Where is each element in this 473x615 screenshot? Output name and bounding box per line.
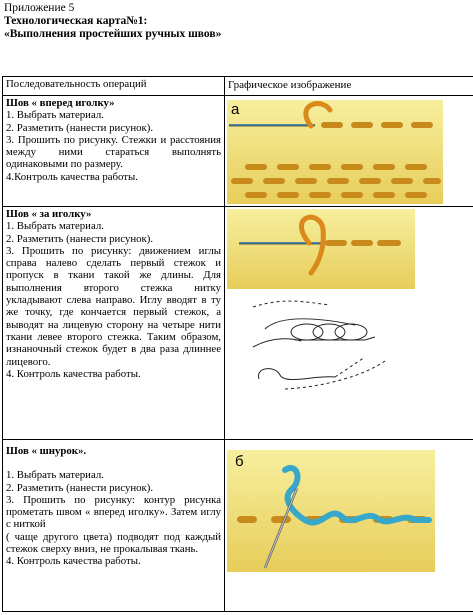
image-label: б <box>235 453 244 470</box>
operations-cell <box>3 96 225 207</box>
step: 4.Контроль качества работы. <box>6 170 138 183</box>
card-subtitle: «Выполнения простейших ручных швов» <box>4 28 222 40</box>
stitch-title: Шов « вперед иголку» <box>6 97 115 109</box>
stitch-diagram <box>253 301 385 389</box>
fabric-swatch <box>227 100 443 204</box>
needle-icon <box>239 243 331 244</box>
document-header <box>4 2 221 41</box>
stitch-marks <box>325 240 401 246</box>
step: 1. Выбрать материал. <box>6 220 104 233</box>
cord-stitch-illustration <box>225 440 473 590</box>
step: ( чаще другого цвета) подводят под каждый стежок сверху вниз, не прокалывая ткань. <box>6 530 221 556</box>
step: 1. Выбрать материал. <box>6 469 104 482</box>
graphic-cell <box>225 207 473 440</box>
operations-cell <box>3 440 225 612</box>
column-header-operations: Последовательность операций <box>3 77 225 96</box>
stitch-title: Шов « шнурок». <box>6 445 87 457</box>
step: 3. Прошить по рисунку: движением иглы справа налево сделать первый стежок и пропуск в ткани такой же длины. Для выполнения второго стежка нитку укладывают слева направо. Иглу вводят в ту же точку, где кончается первый стежок, а выводят на лицевую сторону на четыре нити ткани левее второго стежка. Таким образом, изнаночный стежок будет в два раза длиннее лицевого. <box>6 244 221 368</box>
step: 2. Разметить (нанести рисунок). <box>6 121 154 134</box>
needle-icon <box>229 125 315 126</box>
appendix-label: Приложение 5 <box>4 2 75 14</box>
backstitch-illustration <box>225 207 473 437</box>
step: 2. Разметить (нанести рисунок). <box>6 481 154 494</box>
graphic-cell <box>225 440 473 612</box>
step: 3. Прошить по рисунку: контур рисунка прометать швом « вперед иголку». Затем иглу с ниткой <box>6 493 221 531</box>
image-label: а <box>231 101 240 118</box>
step: 1. Выбрать материал. <box>6 109 104 122</box>
step: 3. Прошить по рисунку. Стежки и расстояния между ними стараться выполнять одинаковыми по размеру. <box>6 133 221 171</box>
fabric-swatch <box>227 450 435 572</box>
table-header-row <box>3 77 473 96</box>
graphic-cell <box>225 96 473 207</box>
step: 4. Контроль качества работы. <box>6 367 141 380</box>
step: 4. Контроль качества работы. <box>6 555 141 568</box>
table-row <box>3 96 473 207</box>
table-row <box>3 207 473 440</box>
column-header-graphic: Графическое изображение <box>225 77 473 96</box>
stitch-title: Шов « за иголку» <box>6 208 92 220</box>
technology-card-table <box>2 76 473 612</box>
running-stitch-illustration <box>225 96 473 206</box>
table-row <box>3 440 473 612</box>
card-title: Технологическая карта№1: <box>4 15 148 27</box>
step: 2. Разметить (нанести рисунок). <box>6 232 154 245</box>
operations-cell <box>3 207 225 440</box>
